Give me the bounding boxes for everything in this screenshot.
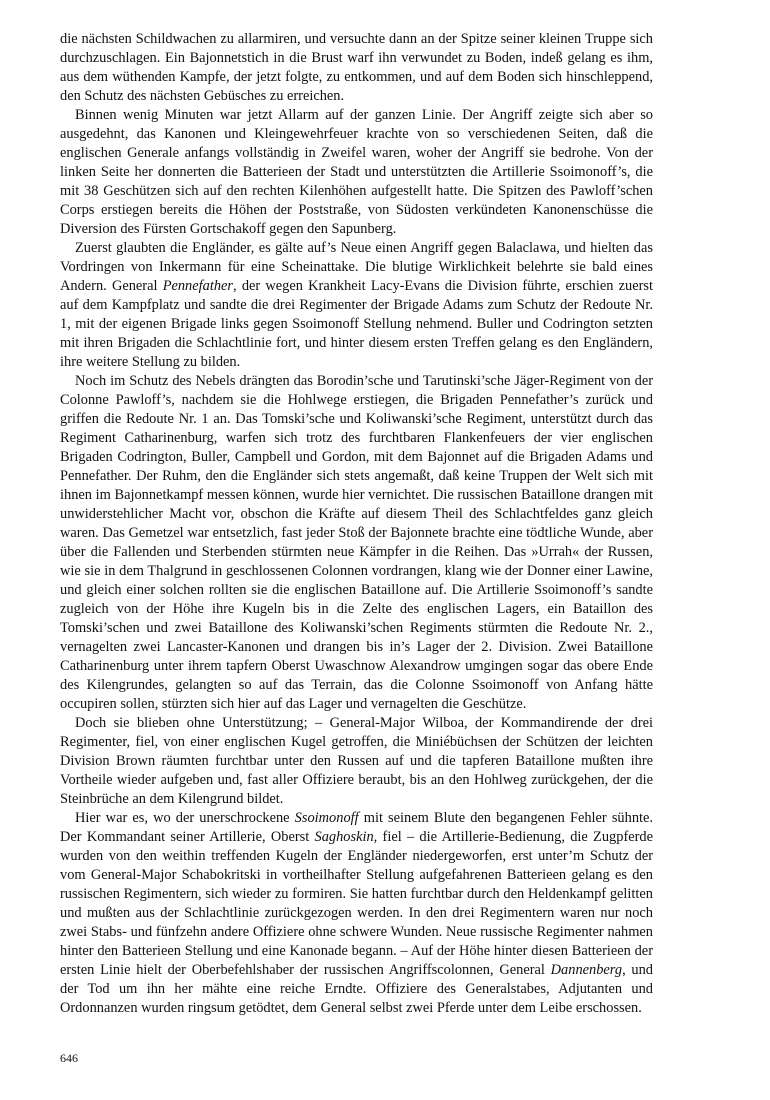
italic-name: Dannenberg [550,962,623,978]
paragraph: die nächsten Schildwachen zu allarmiren, und versuchte dann an der Spitze seiner kleinen Truppe sich durchzuschlagen. Ein Bajonnetstich in die Brust warf ihn verwundet zu Boden, indeß gelang es ihm, aus dem wüthenden Kampfe, der jetzt folgte, zu entkommen, und auf dem Boden sich hinschleppend, den Schutz des nächsten Gebüsches zu erreichen. [60,31,653,104]
italic-name: Ssoimonoff [294,810,359,826]
paragraph: Noch im Schutz des Nebels drängten das Borodin’sche und Tarutinski’sche Jäger-Regiment von der Colonne Pawloff’s, nachdem sie die Hohlwege erstiegen, die Brigaden Pennefather’s zurück und griffen die Redoute Nr. 1 an. Das Tomski’sche und Koliwanski’sche Regiment, unterstützt durch das Regiment Catharinenburg, warfen sich trotz des furchtbaren Flankenfeuers der vier englischen Brigaden Codrington, Buller, Campbell und Gordon, mit dem Bajonnet auf die Brigaden Adams und Pennefather. Der Ruhm, den die Engländer sich stets angemaßt, daß keine Truppen der Welt sich mit ihnen im Bajonnetkampf messen können, wurde hier vernichtet. Die russischen Bataillone drangen mit unwiderstehlicher Macht vor, obschon die Kräfte auf diesem Theil des Schlachtfeldes ganz gleich waren. Das Gemetzel war entsetzlich, fast jeder Stoß der Bajonnete brachte eine tödtliche Wunde, aber über die Fallenden und Sterbenden stürmten neue Kämpfer in die Reihen. Das »Urrah« der Russen, wie sie in dem Thalgrund in geschlossenen Colonnen vordrangen, klang wie der Donner einer Lawine, und gleich einer solchen rollten sie die englischen Bataillone auf. Die Artillerie Ssoimonoff’s sandte zugleich von der Höhe ihre Kugeln bis in die Zelte des englischen Lagers, ein Bataillon des Tomski’schen und zwei Bataillone des Koliwanski’schen Regiments stürmten die Redoute Nr. 2., vernagelten zwei Lancaster-Kanonen und drangen bis in’s Lager der 2. Division. Zwei Bataillone Catharinenburg unter ihrem tapfern Oberst Uwaschnow Alexandrow umgingen sogar das obere Ende des Kilengrundes, gelangten so auf das Terrain, das die Colonne Ssoimonoff von Anfang hätte occupiren sollen, stürzten sich hier auf das Lager und vernagelten die Geschütze. [60,373,653,712]
paragraph: Binnen wenig Minuten war jetzt Allarm auf der ganzen Linie. Der Angriff zeigte sich aber so ausgedehnt, das Kanonen und Kleingewehrfeuer krachte von so verschiedenen Seiten, daß die englischen Generale anfangs vollständig in Zweifel waren, woher der Angriff sie bedrohe. Von der linken Seite her donnerten die Batterieen der Stadt und unterstützten die Artillerie Ssoimonoff’s, die mit 38 Geschützen sich auf den rechten Kilenhöhen aufgestellt hatte. Die Spitzen des Pawloff’schen Corps erstiegen bereits die Höhen der Poststraße, von Südosten verkündeten Kanonenschüsse die Diversion des Fürsten Gortschakoff gegen den Sapunberg. [60,107,653,237]
paragraph: Hier war es, wo der unerschrockene Ssoimonoff mit seinem Blute den begangenen Fehler sühnte. Der Kommandant seiner Artillerie, Oberst Saghoskin, fiel – die Artillerie-Bedienung, die Zugpferde wurden von den weithin treffenden Kugeln der Engländer niedergeworfen, erst unter’m Schutz der vom General-Major Schabokritski in vortheilhafter Stellung aufgefahrenen Batterieen gelang es den russischen Regimentern, sich wieder zu formiren. Sie hatten furchtbar durch den Heldenkampf gelitten und mußten aus der Schlachtlinie zurückgezogen werden. In den drei Regimentern waren nur noch zwei Stabs- und fünfzehn andere Offiziere ohne schwere Wunden. Neue russische Regimenter nahmen hinter den Batterieen Stellung und eine Kanonade begann. – Auf der Höhe hinter diesen Batterieen der ersten Linie hielt der Oberbefehlshaber der russischen Angriffscolonnen, General Dannenberg, und der Tod um ihn her mähte eine reiche Erndte. Offiziere des Generalstabes, Adjutanten und Ordonnanzen wurden ringsum getödtet, dem General selbst zwei Pferde unter dem Leibe erschossen. [60,810,653,1016]
paragraph: Doch sie blieben ohne Unterstützung; – General-Major Wilboa, der Kommandirende der drei Regimenter, fiel, von einer englischen Kugel getroffen, die Miniébüchsen der Schützen der leichten Division Brown räumten furchtbar unter den Russen auf und die tapferen Bataillone mußten ihre Vortheile wieder aufgeben und, fast aller Offiziere beraubt, bis an den Hohlweg zurückgehen, der die Steinbrüche an dem Kilengrund bildet. [60,715,653,807]
italic-name: Saghoskin [314,829,374,845]
page-body [60,30,653,1018]
page-number: 646 [60,1051,78,1065]
paragraph: Zuerst glaubten die Engländer, es gälte auf’s Neue einen Angriff gegen Balaclawa, und hielten das Vordringen von Inkermann für eine Scheinattake. Die blutige Wirklichkeit belehrte sie bald eines Andern. General Pennefather, der wegen Krankheit Lacy-Evans die Division führte, erschien zuerst auf dem Kampfplatz und sandte die drei Regimenter der Brigade Adams zum Schutz der Redoute Nr. 1, mit der eigenen Brigade links gegen Ssoimonoff Stellung nehmend. Buller und Codrington setzten mit ihren Brigaden die Schlachtlinie fort, und hinter diesem ersten Treffen gelang es den Engländern, ihre weitere Stellung zu bilden. [60,240,653,370]
italic-name: Pennefather [162,278,234,294]
